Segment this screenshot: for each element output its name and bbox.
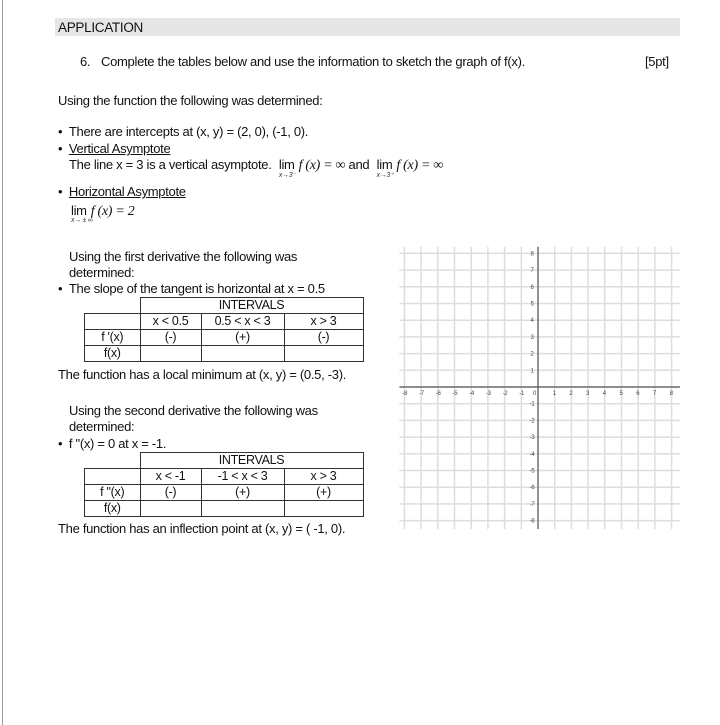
fx-cell[interactable] xyxy=(201,501,284,517)
x-tick-label: -7 xyxy=(419,391,424,397)
x-tick-label: -3 xyxy=(485,391,491,397)
fx-cell[interactable] xyxy=(284,346,363,362)
y-tick-label: -4 xyxy=(529,451,535,458)
x-tick-label: 4 xyxy=(602,391,606,397)
fd-intro2: determined: xyxy=(69,265,135,280)
section-header xyxy=(55,18,680,36)
y-tick-label: 6 xyxy=(530,284,534,291)
question-text: Complete the tables below and use the information to sketch the graph of f(x). xyxy=(101,54,525,69)
y-tick-label: 5 xyxy=(530,301,534,308)
sd-intro2: determined: xyxy=(69,419,135,434)
x-tick-label: -2 xyxy=(502,391,508,397)
sd-conclusion: The function has an inflection point at (x, y) = ( -1, 0). xyxy=(58,521,346,536)
coordinate-grid[interactable] xyxy=(395,246,685,532)
y-tick-label: -1 xyxy=(529,401,535,408)
y-tick-label: 4 xyxy=(530,318,534,325)
question-number: 6. xyxy=(80,54,91,69)
ha-line: lim x→ ± ∞ f (x) = 2 xyxy=(71,203,135,224)
x-tick-label: -4 xyxy=(469,391,474,397)
x-tick-label: 5 xyxy=(619,391,623,397)
bullet-ha: • Horizontal Asymptote xyxy=(58,184,186,199)
y-tick-label: 8 xyxy=(530,251,534,258)
y-tick-label: -2 xyxy=(529,418,535,425)
fd-intro: Using the first derivative the following was xyxy=(69,249,298,264)
x-tick-label: -1 xyxy=(519,391,525,397)
question-points: [5pt] xyxy=(645,54,669,69)
x-tick-label: -8 xyxy=(402,391,408,397)
second-derivative-table: INTERVALS x < -1 -1 < x < 3 x > 3 f "(x) (-) (+) (+) f(x) xyxy=(84,452,364,517)
sd-bullet: • f "(x) = 0 at x = -1. xyxy=(58,436,167,451)
fx-cell[interactable] xyxy=(284,501,363,517)
y-tick-label: 3 xyxy=(530,334,534,341)
fd-bullet: • The slope of the tangent is horizontal at x = 0.5 xyxy=(58,281,325,296)
x-tick-label: -6 xyxy=(435,391,441,397)
limit-right: lim x→3⁺ xyxy=(376,157,394,179)
section-title: APPLICATION xyxy=(58,20,143,35)
fx-cell[interactable] xyxy=(140,346,201,362)
page-edge xyxy=(2,0,3,725)
bullet-intercepts: • There are intercepts at (x, y) = (2, 0), (-1, 0). xyxy=(58,124,309,139)
limit-infinity: lim x→ ± ∞ xyxy=(71,203,93,224)
fx-cell[interactable] xyxy=(201,346,284,362)
x-tick-label: 8 xyxy=(669,391,673,397)
first-derivative-table: INTERVALS x < 0.5 0.5 < x < 3 x > 3 f '(x) (-) (+) (-) f(x) xyxy=(84,297,364,362)
intro-text: Using the function the following was determined: xyxy=(58,93,323,108)
fd-conclusion: The function has a local minimum at (x, y) = (0.5, -3). xyxy=(58,367,347,382)
x-tick-label: 2 xyxy=(569,391,573,397)
y-tick-label: -7 xyxy=(529,501,535,508)
x-tick-label: 7 xyxy=(652,391,656,397)
sd-intro: Using the second derivative the following was xyxy=(69,403,318,418)
y-tick-label: -3 xyxy=(529,435,535,442)
x-tick-label: 0 xyxy=(533,391,537,397)
fx-cell[interactable] xyxy=(140,501,201,517)
y-tick-label: -5 xyxy=(529,468,535,475)
va-line: The line x = 3 is a vertical asymptote. lim x→3⁻ f (x) = ∞ and lim x→3⁺ f (x) = ∞ xyxy=(69,157,444,179)
x-tick-label: 1 xyxy=(552,391,556,397)
y-tick-label: 7 xyxy=(530,268,534,275)
x-tick-label: 6 xyxy=(636,391,640,397)
y-tick-label: -6 xyxy=(529,485,535,492)
y-tick-label: -8 xyxy=(529,518,535,525)
y-tick-label: 1 xyxy=(530,368,534,375)
limit-left: lim x→3⁻ xyxy=(278,157,296,179)
x-tick-label: 3 xyxy=(586,391,590,397)
y-tick-label: 2 xyxy=(530,351,534,358)
bullet-va: • Vertical Asymptote xyxy=(58,141,171,156)
x-tick-label: -5 xyxy=(452,391,458,397)
